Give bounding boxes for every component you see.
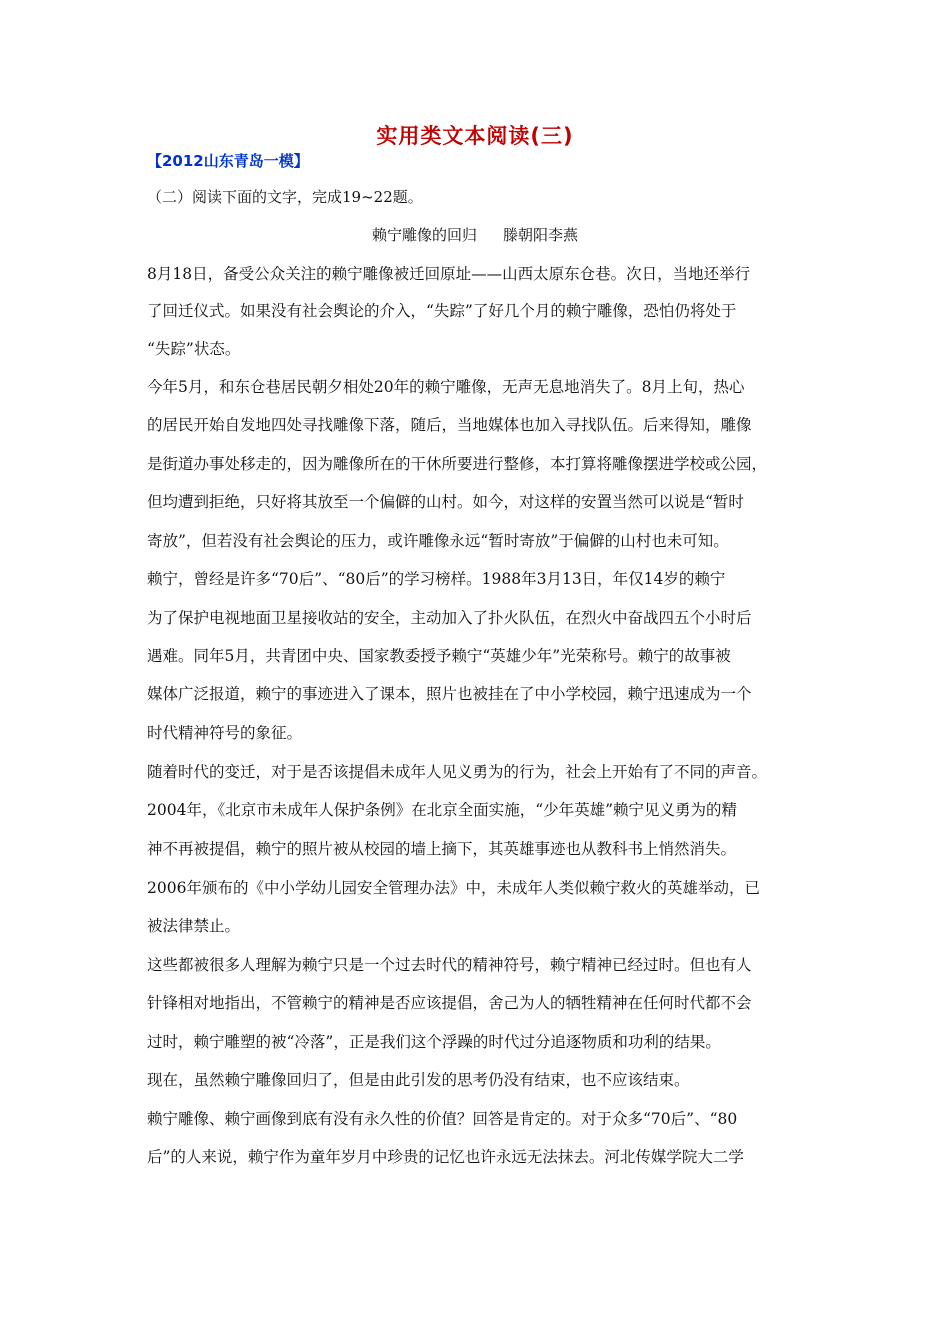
article-title: 赖宁雕像的回归 — [371, 226, 477, 244]
text-line: 赖宁，曾经是许多“70后”、“80后”的学习榜样。1988年3月13日，年仅14岁的赖宁 — [147, 570, 726, 588]
text-line: “失踪”状态。 — [147, 340, 241, 358]
text-line: 为了保护电视地面卫星接收站的安全，主动加入了扑火队伍，在烈火中奋战四五个小时后 — [147, 609, 752, 627]
text-line: 随着时代的变迁，对于是否该提倡未成年人见义勇为的行为，社会上开始有了不同的声音。 — [147, 763, 768, 781]
question-instruction: （二）阅读下面的文字，完成19~22题。 — [147, 188, 423, 206]
text-line: 现在，虽然赖宁雕像回归了，但是由此引发的思考仍没有结束，也不应该结束。 — [147, 1071, 690, 1089]
article-author: 滕朝阳李燕 — [503, 226, 579, 244]
text-line: 8月18日，备受公众关注的赖宁雕像被迁回原址——山西太原东仓巷。次日，当地还举行 — [147, 265, 751, 283]
text-line: 寄放”，但若没有社会舆论的压力，或许雕像永远“暂时寄放”于偏僻的山村也未可知。 — [147, 532, 729, 550]
text-line: 2006年颁布的《中小学幼儿园安全管理办法》中，未成年人类似赖宁救火的英雄举动，已 — [147, 879, 760, 897]
text-line: 被法律禁止。 — [147, 917, 241, 935]
text-line: 的居民开始自发地四处寻找雕像下落，随后，当地媒体也加入寻找队伍。后来得知，雕像 — [147, 416, 752, 434]
text-line: 后”的人来说，赖宁作为童年岁月中珍贵的记忆也许永远无法抹去。河北传媒学院大二学 — [147, 1148, 744, 1166]
text-line: 针锋相对地指出，不管赖宁的精神是否应该提倡，舍己为人的牺牲精神在任何时代都不会 — [147, 994, 752, 1012]
text-line: 遇难。同年5月，共青团中央、国家教委授予赖宁“英雄少年”光荣称号。赖宁的故事被 — [147, 647, 731, 665]
text-line: 时代精神符号的象征。 — [147, 724, 303, 742]
article-heading — [0, 224, 950, 245]
text-line: 神不再被提倡，赖宁的照片被从校园的墙上摘下，其英雄事迹也从教科书上悄然消失。 — [147, 840, 737, 858]
text-line: 媒体广泛报道，赖宁的事迹进入了课本，照片也被挂在了中小学校园，赖宁迅速成为一个 — [147, 685, 752, 703]
text-line: 赖宁雕像、赖宁画像到底有没有永久性的价值？回答是肯定的。对于众多“70后”、“80 — [147, 1110, 738, 1128]
page-title: 实用类文本阅读(三) — [376, 124, 574, 148]
text-line: 这些都被很多人理解为赖宁只是一个过去时代的精神符号，赖宁精神已经过时。但也有人 — [147, 956, 752, 974]
source-label: 【2012山东青岛一模】 — [147, 152, 309, 170]
text-line: 今年5月，和东仓巷居民朝夕相处20年的赖宁雕像，无声无息地消失了。8月上旬，热心 — [147, 378, 745, 396]
text-line: 但均遭到拒绝，只好将其放至一个偏僻的山村。如今，对这样的安置当然可以说是“暂时 — [147, 493, 744, 511]
text-line: 过时，赖宁雕塑的被“冷落”，正是我们这个浮躁的时代过分追逐物质和功利的结果。 — [147, 1033, 721, 1051]
text-line: 是街道办事处移走的，因为雕像所在的干休所要进行整修，本打算将雕像摆进学校或公园， — [147, 455, 768, 473]
text-line: 了回迁仪式。如果没有社会舆论的介入，“失踪”了好几个月的赖宁雕像，恐怕仍将处于 — [147, 302, 737, 320]
text-line: 2004年，《北京市未成年人保护条例》在北京全面实施，“少年英雄”赖宁见义勇为的精 — [147, 801, 738, 819]
